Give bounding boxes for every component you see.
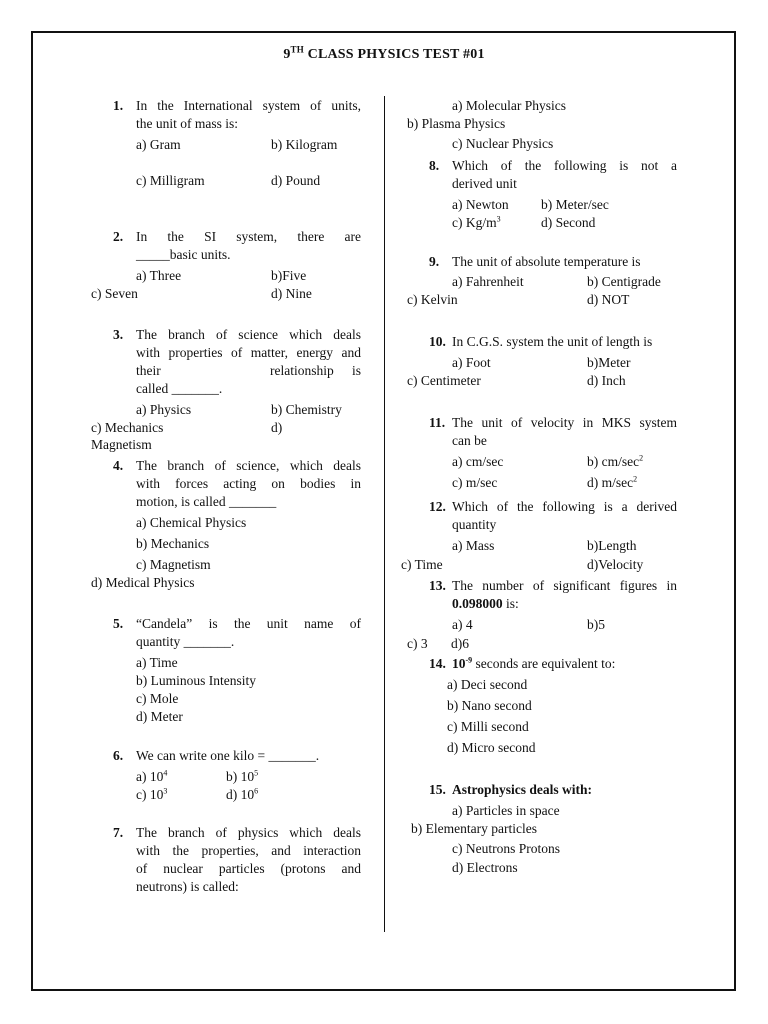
option-b[interactable]: b) Plasma Physics <box>407 116 506 131</box>
option-a[interactable]: a) Molecular Physics <box>452 98 566 113</box>
option-c[interactable]: c) $10^3$ <box>136 786 168 802</box>
option-c[interactable]: c) Time <box>401 557 443 572</box>
option-d[interactable]: d) NOT <box>587 292 630 307</box>
option-a[interactable]: a) Time <box>136 655 178 670</box>
option-b[interactable]: b) Kilogram <box>271 137 338 152</box>
option-c[interactable]: c) Magnetism <box>136 557 211 572</box>
option-c[interactable]: c) Neutrons Protons <box>452 841 560 856</box>
option-d[interactable]: d) Inch <box>587 373 626 388</box>
option-a[interactable]: a) Mass <box>452 538 495 553</box>
option-d[interactable]: d) Medical Physics <box>91 575 195 590</box>
option-a[interactable]: a) 4 <box>452 617 473 632</box>
option-b[interactable]: b) $cm/\sec^2$ <box>587 453 644 469</box>
option-c[interactable]: c) Milli second <box>447 719 529 734</box>
option-a[interactable]: a) Chemical Physics <box>136 515 247 530</box>
column-divider <box>384 96 385 932</box>
option-b[interactable]: b) Mechanics <box>136 536 210 551</box>
option-b[interactable]: b) Centigrade <box>587 274 661 289</box>
option-b[interactable]: b)Meter <box>587 355 631 370</box>
option-d[interactable]: d) Electrons <box>452 860 518 875</box>
option-b[interactable]: b)Five <box>271 268 307 283</box>
option-a[interactable]: a) Gram <box>136 137 181 152</box>
option-d[interactable]: d) Micro second <box>447 740 536 755</box>
option-a[interactable]: a) Foot <box>452 355 491 370</box>
option-d[interactable]: d) Pound <box>271 173 321 188</box>
option-c[interactable]: c) Milligram <box>136 173 205 188</box>
option-a[interactable]: a) Deci second <box>447 677 528 692</box>
option-d[interactable]: d) Second <box>541 215 596 230</box>
option-c[interactable]: c) Kelvin <box>407 292 458 307</box>
option-a[interactable]: a) Physics <box>136 402 192 417</box>
option-a[interactable]: a) Newton <box>452 197 509 212</box>
option-a[interactable]: a) $10^4$ <box>136 768 168 784</box>
option-d-text: Magnetism <box>91 437 152 452</box>
option-c[interactable]: c) $Kg/m^3$ <box>452 214 501 230</box>
option-b[interactable]: b) Meter/sec <box>541 197 609 212</box>
option-a[interactable]: a) Three <box>136 268 182 283</box>
option-c[interactable]: c) m/sec <box>452 475 498 490</box>
option-b[interactable]: b) Chemistry <box>271 402 342 417</box>
option-c[interactable]: c) 3 <box>407 636 428 651</box>
page-title: 9TH CLASS PHYSICS TEST #01 <box>283 44 485 62</box>
option-c[interactable]: c) Nuclear Physics <box>452 136 554 151</box>
option-b[interactable]: b)Length <box>587 538 637 553</box>
option-b[interactable]: b) $10^5$ <box>226 768 259 784</box>
option-a[interactable]: a) Particles in space <box>452 803 560 818</box>
option-b[interactable]: b) Elementary particles <box>411 821 537 836</box>
option-b[interactable]: b)5 <box>587 617 605 632</box>
option-b[interactable]: b) Luminous Intensity <box>136 673 256 688</box>
option-d[interactable]: d)6 <box>451 636 469 651</box>
option-a[interactable]: a) cm/sec <box>452 454 504 469</box>
option-d[interactable]: d) <box>271 420 283 435</box>
option-d[interactable]: d) Meter <box>136 709 183 724</box>
option-d[interactable]: d) $10^6$ <box>226 786 259 802</box>
option-d[interactable]: d)Velocity <box>587 557 644 572</box>
option-d[interactable]: d) Nine <box>271 286 312 301</box>
option-c[interactable]: c) Mole <box>136 691 179 706</box>
option-a[interactable]: a) Fahrenheit <box>452 274 524 289</box>
option-c[interactable]: c) Centimeter <box>407 373 481 388</box>
option-c[interactable]: c) Mechanics <box>91 420 164 435</box>
option-b[interactable]: b) Nano second <box>447 698 532 713</box>
option-d[interactable]: d) $m/\sec^2$ <box>587 474 638 490</box>
option-c[interactable]: c) Seven <box>91 286 138 301</box>
